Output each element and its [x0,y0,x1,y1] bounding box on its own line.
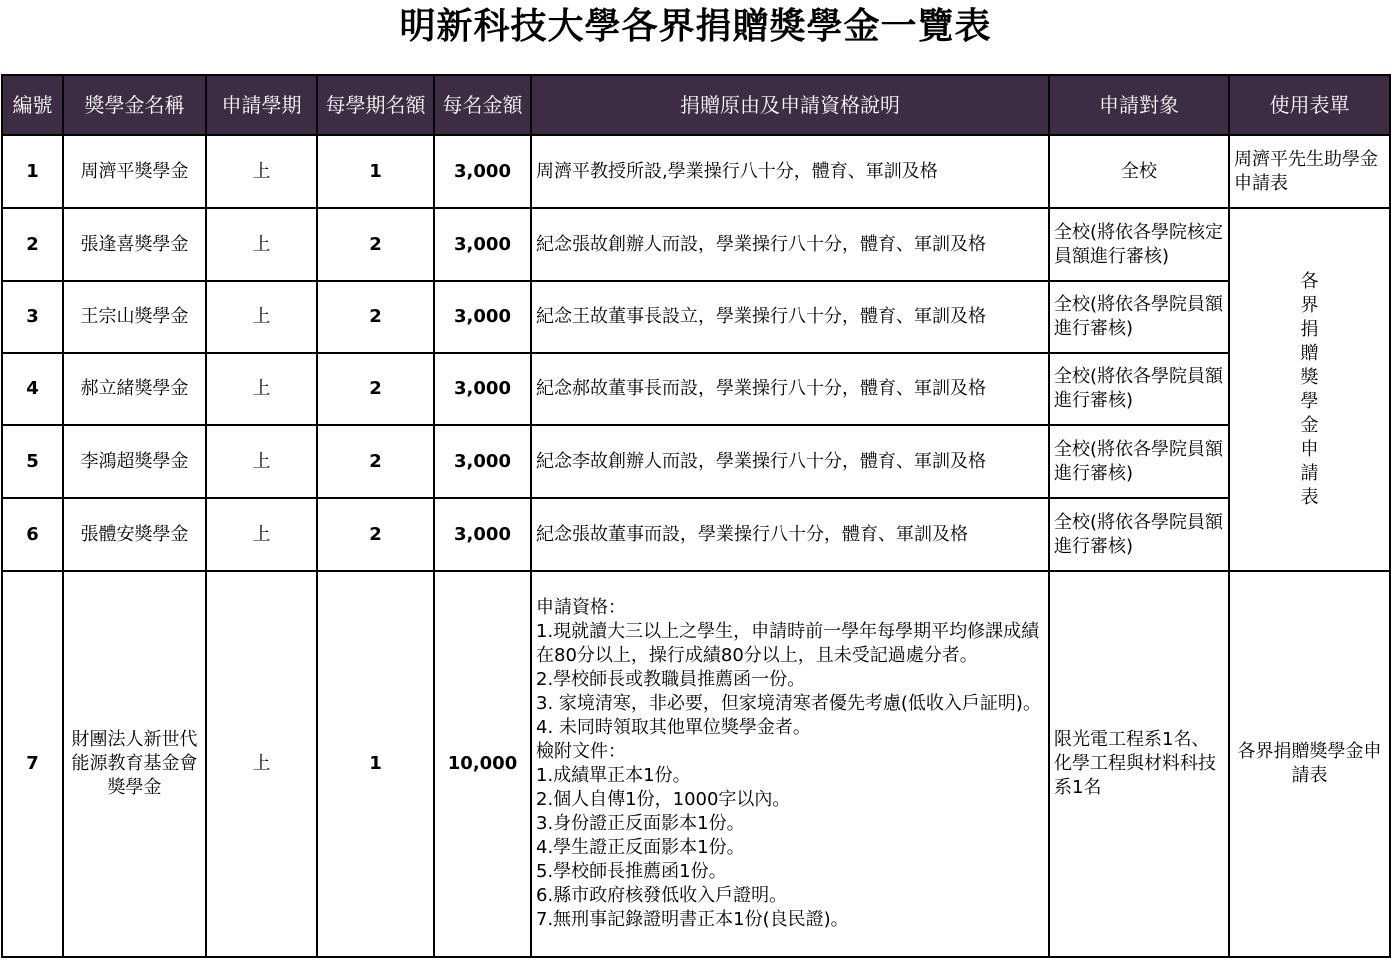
cell-term: 上 [206,425,317,498]
cell-name: 王宗山獎學金 [63,281,206,353]
cell-form: 周濟平先生助學金申請表 [1229,135,1390,208]
header-description: 捐贈原由及申請資格說明 [531,75,1049,135]
cell-quota: 2 [317,281,434,353]
cell-amount: 3,000 [434,353,531,425]
desc-line: 1.現就讀大三以上之學生，申請時前一學年每學期平均修課成績在80分以上，操行成績80分以上，且未受記過處分者。 [536,621,1040,666]
form-char: 請 [1300,462,1319,484]
cell-quota: 2 [317,425,434,498]
cell-target: 全校(將依各學院員額進行審核) [1049,425,1229,498]
cell-no: 2 [2,208,63,281]
cell-name: 周濟平獎學金 [63,135,206,208]
form-char: 贈 [1300,342,1319,364]
cell-term: 上 [206,135,317,208]
header-row [2,75,1390,135]
cell-no: 4 [2,353,63,425]
form-char: 捐 [1300,318,1319,340]
table-row [2,571,1390,957]
cell-no: 7 [2,571,63,957]
cell-form: 各界捐贈獎學金申請表 [1229,571,1390,957]
header-quota: 每學期名額 [317,75,434,135]
header-term: 申請學期 [206,75,317,135]
table-row [2,135,1390,208]
form-char: 金 [1300,414,1319,436]
cell-description: 紀念李故創辦人而設，學業操行八十分，體育、軍訓及格 [531,425,1049,498]
cell-name: 張體安獎學金 [63,498,206,571]
cell-term: 上 [206,571,317,957]
cell-target: 全校 [1049,135,1229,208]
desc-line: 6.縣市政府核發低收入戶證明。 [536,885,788,906]
cell-term: 上 [206,353,317,425]
cell-description: 周濟平教授所設,學業操行八十分，體育、軍訓及格 [531,135,1049,208]
cell-quota: 1 [317,571,434,957]
cell-amount: 3,000 [434,135,531,208]
header-amount: 每名金額 [434,75,531,135]
cell-amount: 3,000 [434,208,531,281]
scholarship-table [1,74,1391,958]
table-row [2,208,1390,281]
desc-line: 7.無刑事記錄證明書正本1份(良民證)。 [536,909,849,930]
desc-line: 申請資格： [536,597,626,618]
cell-name: 財團法人新世代能源教育基金會獎學金 [63,571,206,957]
header-form: 使用表單 [1229,75,1390,135]
cell-quota: 2 [317,498,434,571]
form-char: 申 [1300,438,1319,460]
cell-no: 6 [2,498,63,571]
cell-description: 紀念王故董事長設立，學業操行八十分，體育、軍訓及格 [531,281,1049,353]
cell-target: 限光電工程系1名、化學工程與材料科技系1名 [1049,571,1229,957]
cell-name: 張逢喜獎學金 [63,208,206,281]
cell-description: 紀念郝故董事長而設，學業操行八十分，體育、軍訓及格 [531,353,1049,425]
desc-line: 5.學校師長推薦函1份。 [536,861,727,882]
cell-name: 李鴻超獎學金 [63,425,206,498]
desc-line: 3. 家境清寒，非必要，但家境清寒者優先考慮(低收入戶証明)。 [536,693,1041,714]
form-char: 表 [1300,486,1319,508]
form-char: 學 [1300,390,1319,412]
cell-term: 上 [206,281,317,353]
table-row [2,281,1390,353]
cell-quota: 1 [317,135,434,208]
cell-target: 全校(將依各學院員額進行審核) [1049,498,1229,571]
header-name: 獎學金名稱 [63,75,206,135]
cell-term: 上 [206,498,317,571]
cell-amount: 3,000 [434,498,531,571]
cell-target: 全校(將依各學院員額進行審核) [1049,281,1229,353]
cell-target: 全校(將依各學院核定員額進行審核) [1049,208,1229,281]
header-target: 申請對象 [1049,75,1229,135]
cell-quota: 2 [317,208,434,281]
table-row [2,498,1390,571]
cell-description: 紀念張故董事而設，學業操行八十分，體育、軍訓及格 [531,498,1049,571]
form-char: 界 [1300,294,1319,316]
table-row [2,425,1390,498]
desc-line: 2.學校師長或教職員推薦函一份。 [536,669,806,690]
desc-line: 2.個人自傳1份，1000字以內。 [536,789,791,810]
cell-form-merged [1229,208,1390,571]
desc-line: 檢附文件： [536,741,626,762]
cell-no: 3 [2,281,63,353]
desc-line: 4. 未同時領取其他單位獎學金者。 [536,717,811,738]
cell-term: 上 [206,208,317,281]
header-no: 編號 [2,75,63,135]
cell-name: 郝立緒獎學金 [63,353,206,425]
page-title: 明新科技大學各界捐贈獎學金一覽表 [399,6,992,47]
cell-amount: 3,000 [434,425,531,498]
form-char: 各 [1300,270,1319,292]
cell-description-detailed [531,571,1049,957]
cell-amount: 3,000 [434,281,531,353]
cell-no: 5 [2,425,63,498]
form-char: 獎 [1300,366,1319,388]
desc-line: 4.學生證正反面影本1份。 [536,837,745,858]
cell-no: 1 [2,135,63,208]
table-row [2,353,1390,425]
cell-target: 全校(將依各學院員額進行審核) [1049,353,1229,425]
desc-line: 1.成績單正本1份。 [536,765,691,786]
cell-amount: 10,000 [434,571,531,957]
desc-line: 3.身份證正反面影本1份。 [536,813,745,834]
cell-description: 紀念張故創辦人而設，學業操行八十分，體育、軍訓及格 [531,208,1049,281]
cell-quota: 2 [317,353,434,425]
